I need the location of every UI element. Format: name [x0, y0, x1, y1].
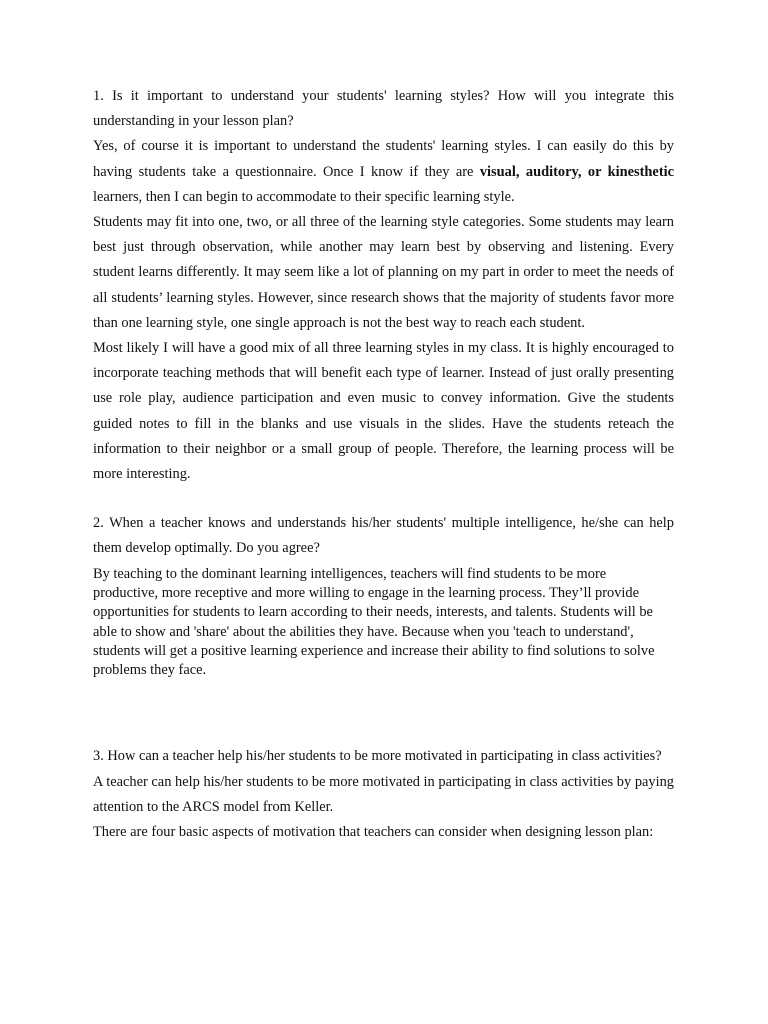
document-page [93, 84, 674, 845]
question-3-text: 3. How can a teacher help his/her students to be more motivated in participating in class activities? [93, 748, 662, 765]
question-3-answer-paragraph-2: There are four basic aspects of motivation that teachers can consider when designing lesson plan: [93, 824, 654, 841]
answer-1-text-start: Yes, of course it is important to understand the students' learning styles. I can easily do this by having students take a questionnaire. Once I know if they are [93, 138, 674, 180]
question-1-answer-paragraph-1 [93, 134, 674, 210]
question-3-answer-paragraph-1: A teacher can help his/her students to be more motivated in participating in class activities by paying attention to the ARCS model from Keller. [93, 773, 674, 815]
question-1-section [93, 84, 674, 487]
answer-1-text-end: learners, then I can begin to accommodate to their specific learning style. [93, 188, 515, 205]
question-2-text: 2. When a teacher knows and understands his/her students' multiple intelligence, he/she can help them develop optimally. Do you agree? [93, 515, 674, 557]
question-2-section [93, 511, 674, 680]
question-1-answer-paragraph-3: Most likely I will have a good mix of all three learning styles in my class. It is highly encouraged to incorporate teaching methods that will benefit each type of learner. Instead of just orally presenting use role play, audience participation and even music to convey information. Give the students guided notes to fill in the blanks and use visuals in the slides. Have the students reteach the information to their neighbor or a small group of people. Therefore, the learning process will be more interesting. [93, 340, 674, 483]
question-1-text: 1. Is it important to understand your students' learning styles? How will you integrate this understanding in your lesson plan? [93, 88, 674, 130]
question-3-section [93, 744, 674, 845]
question-1-answer-paragraph-2: Students may fit into one, two, or all three of the learning style categories. Some students may learn best just through observation, while another may learn best by observing and listening. Every student learns differently. It may seem like a lot of planning on my part in order to meet the needs of all students’ learning styles. However, since research shows that the majority of students favor more than one learning style, one single approach is not the best way to reach each student. [93, 214, 674, 331]
section-spacer [93, 487, 674, 511]
section-spacer [93, 680, 674, 744]
learning-styles-bold-text: visual, auditory, or kinesthetic [479, 163, 674, 180]
question-2-answer: By teaching to the dominant learning intelligences, teachers will find students to be more productive, more receptive and more willing to engage in the learning process. They’ll provide opportunities for students to learn according to their needs, interests, and talents. Students will be able to show and 'share' about the abilities they have. Because when you 'teach to understand', students will get a positive learning experience and increase their ability to find solutions to solve problems they face. [93, 565, 655, 679]
